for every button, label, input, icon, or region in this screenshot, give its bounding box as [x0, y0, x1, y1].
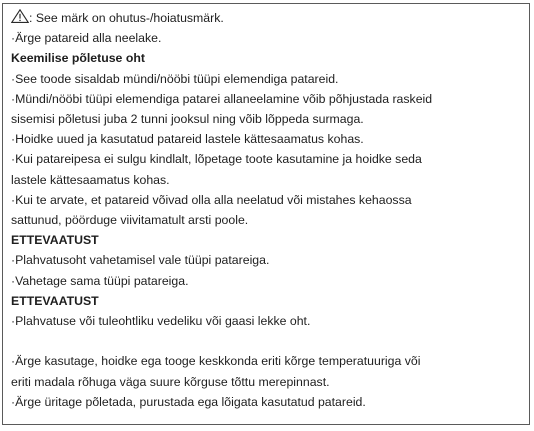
warning-line	[11, 8, 523, 28]
notice-paragraph	[11, 190, 523, 230]
notice-line: ·See toode sisaldab mündi/nööbi tüüpi elemendiga patareid.	[11, 71, 339, 86]
warning-triangle-icon	[11, 9, 29, 23]
notice-line: ·Hoidke uued ja kasutatud patareid lastele kättesaamatus kohas.	[11, 132, 364, 147]
section-heading: ETTEVAATUST	[11, 233, 99, 248]
notice-line: ·Plahvatuse või tuleohtliku vedeliku või gaasi lekke oht.	[11, 314, 311, 329]
notice-line: ·Ärge patareid alla neelake.	[11, 31, 162, 46]
notice-paragraph	[11, 89, 523, 129]
notice-line: ·Mündi/nööbi tüüpi elemendiga patarei allaneelamine võib põhjustada raskeid	[11, 91, 433, 106]
notice-items	[11, 28, 523, 412]
safety-notice-box	[2, 3, 530, 425]
notice-line: ·Ärge üritage põletada, purustada ega lõigata kasutatud patareid.	[11, 394, 366, 409]
notice-paragraph	[11, 149, 523, 189]
section-heading: ETTEVAATUST	[11, 293, 99, 308]
notice-line: eriti madala rõhuga väga suure kõrguse tõttu merepinnast.	[11, 374, 330, 389]
notice-line: lastele kättesaamatus kohas.	[11, 172, 170, 187]
notice-line: ·Ärge kasutage, hoidke ega tooge keskkonda eriti kõrge temperatuuriga või	[11, 354, 421, 369]
notice-line: sattunud, pöörduge viivitamatult arsti poole.	[11, 213, 249, 228]
notice-line: ·Vahetage sama tüüpi patareiga.	[11, 273, 189, 288]
warning-text: : See märk on ohutus-/hoiatusmärk.	[29, 11, 224, 25]
notice-line: ·Kui patareipesa ei sulgu kindlalt, lõpetage toote kasutamine ja hoidke seda	[11, 152, 422, 167]
notice-line: ·Kui te arvate, et patareid võivad olla alla neelatud või mistahes kehaossa	[11, 192, 412, 207]
section-heading: Keemilise põletuse oht	[11, 51, 145, 66]
blank-spacer	[11, 331, 523, 351]
notice-line: sisemisi põletusi juba 2 tunni jooksul ning võib lõppeda surmaga.	[11, 112, 364, 127]
notice-line: ·Plahvatusoht vahetamisel vale tüüpi patareiga.	[11, 253, 270, 268]
notice-paragraph	[11, 351, 523, 391]
